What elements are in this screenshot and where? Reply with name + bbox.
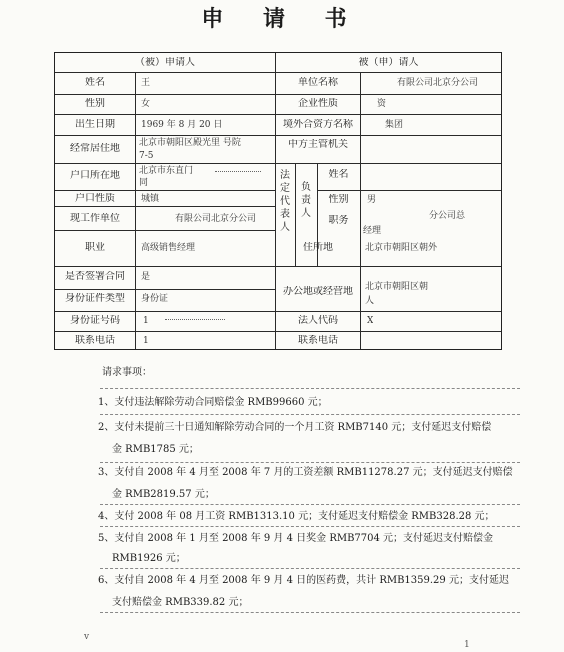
position-value-line1: 分公司总 [429, 211, 466, 221]
office-label: 办公地或经营地 [283, 286, 353, 297]
legal-code-label: 法人代码 [298, 315, 338, 326]
name-value: 王 [141, 78, 151, 88]
occupation-value: 高级销售经理 [141, 243, 196, 253]
rep-gender-label: 性别 [328, 194, 349, 205]
birth-date-value: 1969 年 8 月 20 日 [141, 120, 223, 130]
foreign-partner-label: 境外合资方名称 [283, 119, 353, 130]
id-type-value: 身份证 [141, 294, 169, 304]
unit-name-label: 单位名称 [298, 77, 338, 88]
legal-rep-label: 法定代表人 [280, 170, 290, 233]
request-item-3-cont: 金 RMB2819.57 元； [112, 489, 215, 500]
gender-value: 女 [141, 99, 151, 109]
contract-signed-label: 是否签署合同 [65, 271, 125, 282]
name-label: 姓名 [85, 77, 105, 88]
request-item-6: 6、支付自 2008 年 4 月至 2008 年 9 月 4 日的医药费，共计 RMB1359.29 元；支付延迟 [98, 575, 509, 586]
phone2-label: 联系电话 [298, 335, 338, 346]
applicant-info-table [54, 52, 502, 350]
request-item-5: 5、支付自 2008 年 1 月至 2008 年 9 月 4 日奖金 RMB7704 元；支付延迟支付赔偿金 [98, 533, 494, 544]
request-item-6-cont: 支付赔偿金 RMB339.82 元； [112, 597, 249, 608]
legal-code-value: X [367, 316, 374, 326]
phone-label: 联系电话 [75, 335, 115, 346]
workplace-label: 现工作单位 [70, 213, 120, 224]
domicile-label: 住所地 [303, 242, 333, 253]
position-value-line2: 经理 [363, 226, 382, 236]
id-type-label: 身份证件类型 [65, 293, 125, 304]
request-item-3: 3、支付自 2008 年 4 月至 2008 年 7 月的工资差额 RMB11278.27 元；支付延迟支付赔偿 [98, 467, 513, 478]
occupation-label: 职业 [85, 242, 105, 253]
header-respondent: 被（申）请人 [358, 57, 419, 68]
requests-title: 请求事项： [102, 367, 152, 378]
residence-value-line1: 北京市朝阳区殿光里 号院 [139, 138, 241, 148]
request-item-2-cont: 金 RMB1785 元； [112, 444, 199, 455]
foreign-partner-value: 集团 [385, 120, 404, 130]
scan-mark: v [84, 632, 90, 642]
enterprise-nature-label: 企业性质 [298, 98, 338, 109]
hukou-location-line2: 同 [139, 178, 149, 188]
request-item-2: 2、支付未提前三十日通知解除劳动合同的一个月工资 RMB7140 元；支付延迟支付赔偿 [98, 422, 492, 433]
domicile-value: 北京市朝阳区朝外 [365, 243, 438, 253]
id-number-value: 1 [143, 316, 149, 326]
unit-name-value: 有限公司北京分公司 [397, 78, 479, 88]
request-item-1: 1、支付违法解除劳动合同赔偿金 RMB99660 元； [98, 397, 328, 408]
hukou-location-label: 户口所在地 [70, 170, 120, 181]
authority-label: 中方主管机关 [288, 139, 348, 150]
document-title: 申 请 书 [201, 6, 363, 32]
id-number-label: 身份证号码 [70, 315, 120, 326]
workplace-value: 有限公司北京分公司 [175, 214, 257, 224]
redaction-mark [165, 319, 225, 325]
residence-value-line2: 7-5 [139, 151, 154, 161]
contract-signed-value: 是 [141, 272, 151, 282]
birth-date-label: 出生日期 [75, 119, 115, 130]
enterprise-nature-value: 资 [377, 99, 387, 109]
request-item-4: 4、支付 2008 年 08 月工资 RMB1313.10 元；支付延迟支付赔偿金 RMB328.28 元； [98, 511, 495, 522]
office-value-line1: 北京市朝阳区朝 [365, 282, 429, 292]
header-applicant: （被）申请人 [135, 57, 195, 68]
office-value-line2: 人 [365, 296, 375, 306]
page-number: 1 [464, 640, 470, 650]
rep-gender-value: 男 [367, 195, 377, 205]
redaction-mark [215, 171, 261, 177]
phone-value: 1 [143, 336, 149, 346]
request-item-5-cont: RMB1926 元； [112, 553, 186, 564]
hukou-location-line1: 北京市东直门 [139, 166, 194, 176]
gender-label: 性别 [85, 98, 105, 109]
rep-name-label: 姓名 [328, 169, 349, 180]
position-label: 职务 [328, 215, 349, 226]
hukou-type-value: 城镇 [141, 194, 160, 204]
residence-label: 经常居住地 [70, 143, 120, 154]
hukou-type-label: 户口性质 [75, 193, 115, 204]
responsible-person-label: 负责人 [301, 182, 311, 219]
